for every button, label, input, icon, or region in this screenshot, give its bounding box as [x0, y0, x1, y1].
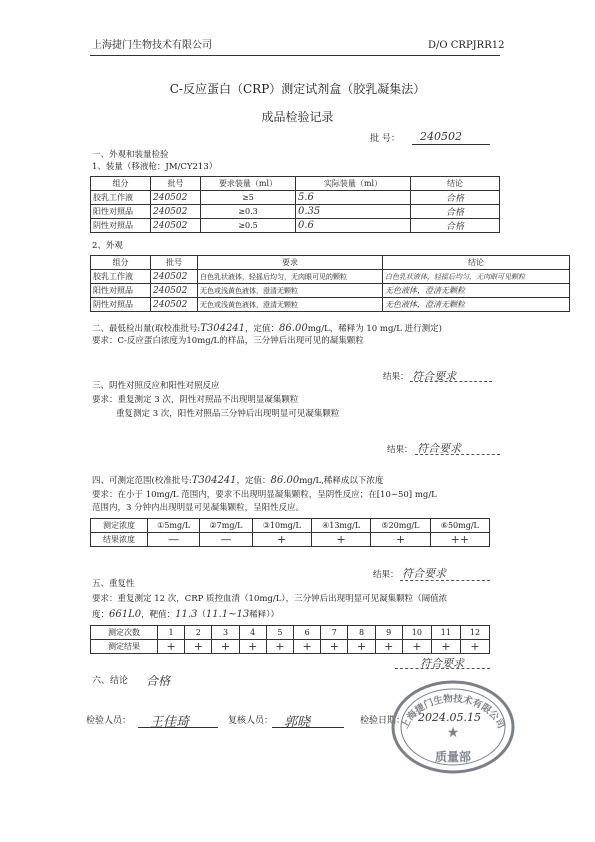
cell: 240502: [151, 219, 201, 233]
s1-sub1: 1、装量（移液枪：JM/CY213）: [92, 162, 218, 172]
rep-result: +: [431, 640, 460, 654]
s5-req2: [92, 609, 279, 621]
cell: 合格: [411, 219, 500, 233]
s5-text-a: 度：: [92, 610, 110, 620]
cell: 240502: [151, 270, 198, 284]
table-row: [91, 191, 500, 205]
s3-result-label: 结果：: [387, 445, 413, 455]
cell: 无色或浅黄色液体，澄清无颗粒: [198, 284, 383, 298]
result-cell: +: [311, 533, 370, 547]
result-cell: —: [148, 533, 200, 547]
s5-text-b: ，靶值：: [141, 610, 176, 620]
rep-num: 8: [348, 626, 375, 640]
s2-text-c: mg/L，稀释为 10 mg/L 进行测定): [307, 324, 442, 334]
cell: 合格: [411, 205, 500, 219]
reviewer-label: 复核人员：: [228, 716, 274, 726]
s5-result-line: [395, 668, 490, 669]
date-label: 检验日期：: [360, 716, 406, 726]
result-cell: ++: [430, 533, 489, 547]
conc-cell: ⑥50mg/L: [430, 519, 489, 533]
s4-text-c: mg/L,稀释成以下浓度: [299, 476, 384, 486]
rep-num: 7: [321, 626, 348, 640]
cell: ≥5: [201, 191, 296, 205]
s6-heading: 六、结论: [92, 676, 129, 686]
s5-result: 符合要求: [420, 657, 464, 670]
cell: 240502: [151, 191, 201, 205]
table-row: [91, 270, 570, 284]
range-table: [90, 518, 490, 547]
cell: 阳性对照品: [91, 205, 151, 219]
reviewer-line: [272, 727, 344, 728]
rep-num: 6: [294, 626, 321, 640]
cell: 240502: [151, 298, 198, 312]
appearance-table: [90, 255, 570, 312]
cell: 阴性对照品: [91, 219, 151, 233]
result-cell: +: [252, 533, 311, 547]
s3-req2: 重复测定 3 次，阳性对照品三分钟后出现明显可见凝集颗粒: [116, 409, 340, 419]
s5-target: 11.3: [175, 609, 198, 620]
batch-underline: [412, 144, 490, 145]
table-row: [91, 298, 570, 312]
s5-range: 11.1~13: [205, 609, 250, 620]
rep-num: 10: [402, 626, 431, 640]
rep-result: +: [158, 640, 185, 654]
doc-code: D/O CRPJRR12: [428, 40, 505, 51]
s4-line: [92, 475, 383, 487]
conc-cell: ②7mg/L: [200, 519, 252, 533]
cell: ≥0.3: [201, 205, 296, 219]
s2-requirement: 要求：C-反应蛋白浓度为10mg/L的样品，三分钟后出现可见的凝集颗粒: [92, 336, 364, 346]
rep-num: 12: [460, 626, 489, 640]
company-name: 上海捷门生物技术有限公司: [92, 40, 212, 51]
rep-result: +: [460, 640, 489, 654]
s1-heading: 一、外观和装量检验: [92, 150, 169, 160]
th-lot: 批号: [151, 177, 201, 191]
rep-result: +: [212, 640, 239, 654]
rep-result: +: [266, 640, 293, 654]
s2-lot: T304241: [200, 323, 246, 334]
conc-cell: ⑤20mg/L: [371, 519, 430, 533]
th-component: 组分: [91, 177, 151, 191]
rep-row-label: 测定次数: [91, 626, 158, 640]
s3-heading: 三、阴性对照反应和阳性对照反应: [92, 381, 220, 391]
repeatability-table: [90, 625, 490, 654]
s6-conclusion: 合格: [146, 674, 171, 688]
rep-num: 2: [185, 626, 212, 640]
batch-value: 240502: [420, 130, 462, 143]
cell: 5.6: [296, 191, 411, 205]
cell: 无色液体，澄清无颗粒: [383, 298, 570, 312]
s4-lot: T304241: [191, 475, 237, 486]
rep-result: +: [321, 640, 348, 654]
inspector-line: [138, 727, 218, 728]
rep-result: +: [375, 640, 402, 654]
s2-text-a: 二、最低检出量(取校准批号:: [92, 324, 201, 334]
cell: ≥0.5: [201, 219, 296, 233]
s2-text-b: ，定值：: [245, 324, 280, 334]
fill-volume-table: [90, 176, 500, 233]
s5-text-d: 稀释））: [249, 610, 280, 620]
conc-cell: ③10mg/L: [252, 519, 311, 533]
s4-result: 符合要求: [402, 567, 446, 580]
stamp-dept: 质量部: [434, 750, 472, 764]
cell: 无色液体，澄清无颗粒: [383, 284, 570, 298]
s2-line1: [92, 323, 442, 335]
s3-result-line: [415, 454, 500, 455]
s3-req1: 要求：重复测定 3 次，阴性对照品不出现明显凝集颗粒: [92, 395, 299, 405]
s4-text-a: 四、可测定范围(校准批号:: [92, 476, 192, 486]
doc-title: C-反应蛋白（CRP）测定试剂盒（胶乳凝集法）: [169, 82, 426, 96]
table-row: [91, 284, 570, 298]
s2-result-line: [410, 381, 492, 382]
s2-value: 86.00: [279, 323, 308, 334]
s2-result: 符合要求: [412, 370, 456, 383]
s5-text-c: （: [197, 610, 206, 620]
cell: 无色或浅黄色液体，澄清无颗粒: [198, 298, 383, 312]
rep-result: +: [402, 640, 431, 654]
cell: 白色乳状液体，轻摇后均匀，无肉眼可见颗粒: [383, 270, 570, 284]
cell: 阳性对照品: [91, 284, 151, 298]
result-cell: +: [371, 533, 430, 547]
doc-subtitle: 成品检验记录: [261, 110, 334, 124]
rep-num: 9: [375, 626, 402, 640]
rep-result-label: 测定结果: [91, 640, 158, 654]
cell: 合格: [411, 191, 500, 205]
s4-req1: 要求：在小于 10mg/L 范围内，要求不出现明显凝集颗粒，呈阴性反应；在[10~50] mg/L: [92, 490, 437, 500]
stamp-org-path: 上海捷门生物技术有限公司: [399, 693, 507, 731]
s4-text-b: ，定值：: [236, 476, 271, 486]
s4-value: 86.00: [270, 475, 300, 486]
cell: 阴性对照品: [91, 298, 151, 312]
th-lot: 批号: [151, 256, 198, 270]
rep-result: +: [348, 640, 375, 654]
s5-req1: 要求：重复测定 12 次，CRP 质控血清（10mg/L），三分钟后出现明显可见凝集颗粒（阔值浓: [92, 594, 448, 604]
result-cell: —: [200, 533, 252, 547]
cell: 240502: [151, 205, 201, 219]
th-required: 要求装量（ml）: [201, 177, 296, 191]
reviewer-signature: 郭晓: [284, 715, 311, 730]
rep-result: +: [239, 640, 266, 654]
inspection-date: 2024.05.15: [418, 711, 481, 724]
cell: 0.6: [296, 219, 411, 233]
header-rule: [90, 55, 500, 56]
th-conclusion: 结论: [383, 256, 570, 270]
range-result-label: 结果浓度: [91, 533, 148, 547]
cell: 胶乳工作液: [91, 270, 151, 284]
s4-result-label: 结果：: [373, 570, 399, 580]
s4-result-line: [400, 580, 490, 581]
conc-cell: ①5mg/L: [148, 519, 200, 533]
s5-lot: 661L0: [109, 609, 142, 620]
rep-result: +: [294, 640, 321, 654]
table-row: [91, 219, 500, 233]
th-component: 组分: [91, 256, 151, 270]
s3-result: 符合要求: [417, 442, 461, 455]
quality-dept-stamp: [388, 677, 518, 777]
th-conclusion: 结论: [411, 177, 500, 191]
s2-result-label: 结果：: [383, 372, 409, 382]
rep-num: 5: [266, 626, 293, 640]
s5-heading: 五、重复性: [92, 579, 135, 589]
conc-cell: ④13mg/L: [311, 519, 370, 533]
rep-num: 11: [431, 626, 460, 640]
cell: 白色乳状液体，轻摇后均匀，无肉眼可见的颗粒: [198, 270, 383, 284]
batch-label: 批 号：: [370, 134, 400, 144]
s1-sub2: 2、外观: [92, 241, 123, 251]
cell: 胶乳工作液: [91, 191, 151, 205]
table-row: [91, 205, 500, 219]
inspector-label: 检验人员：: [86, 716, 132, 726]
rep-num: 1: [158, 626, 185, 640]
th-actual: 实际装量（ml）: [296, 177, 411, 191]
cell: 240502: [151, 284, 198, 298]
rep-num: 3: [212, 626, 239, 640]
rep-result: +: [185, 640, 212, 654]
inspector-signature: 王佳琦: [150, 715, 190, 730]
th-requirement: 要求: [198, 256, 383, 270]
rep-num: 4: [239, 626, 266, 640]
range-row-label: 测定浓度: [91, 519, 148, 533]
stamp-star-icon: ★: [446, 725, 460, 741]
s4-req2: 范围内，3 分钟内出现明显可见凝集颗粒，呈阳性反应。: [92, 503, 305, 513]
cell: 0.35: [296, 205, 411, 219]
